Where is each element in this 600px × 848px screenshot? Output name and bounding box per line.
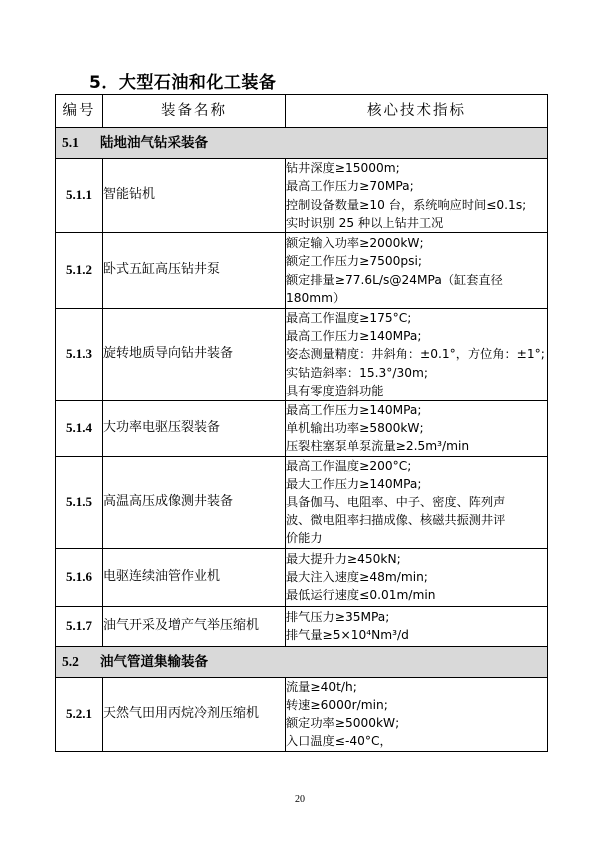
spec-line: 压裂柱塞泵单泵流量≥2.5m³/min — [286, 439, 470, 454]
spec-line: 价能力 — [286, 531, 323, 546]
table-row — [56, 677, 548, 751]
spec-line: 转速≥6000r/min; — [286, 697, 388, 712]
group-title: 陆地油气钻采装备 — [100, 134, 208, 151]
spec-line: 额定输入功率≥2000kW; — [286, 236, 424, 251]
group-header-row — [56, 128, 548, 159]
table-row — [56, 159, 548, 233]
equipment-id: 5.1.4 — [56, 401, 103, 457]
spec-list — [286, 309, 548, 401]
group-number: 5.2 — [62, 653, 79, 669]
spec-line: 入口温度≤-40°C， — [286, 734, 392, 749]
spec-line: 额定排量≥77.6L/s@24MPa（缸套直径 — [286, 272, 503, 287]
spec-line: 最高工作压力≥140MPa; — [286, 329, 422, 344]
spec-line: 流量≥40t/h; — [286, 679, 357, 694]
spec-line: 单机输出功率≥5800kW; — [286, 421, 424, 436]
equipment-id: 5.2.1 — [56, 677, 103, 751]
spec-line: 额定功率≥5000kW; — [286, 716, 400, 731]
equipment-id: 5.1.2 — [56, 233, 103, 309]
spec-line: 具有零度造斜功能 — [286, 383, 384, 398]
spec-line: 排气量≥5×10⁴Nm³/d — [286, 628, 409, 643]
spec-list — [286, 401, 548, 457]
spec-line: 最大注入速度≥48m/min; — [286, 570, 428, 585]
spec-line: 钻井深度≥15000m; — [286, 161, 400, 176]
group-header-row — [56, 646, 548, 677]
spec-line: 实钻造斜率：15.3°/30m; — [286, 365, 428, 380]
table-row — [56, 606, 548, 646]
table-row — [56, 401, 548, 457]
spec-line: 180mm） — [286, 290, 346, 305]
spec-line: 最大工作压力≥140MPa; — [286, 476, 422, 491]
spec-line: 具备伽马、电阻率、中子、密度、阵列声 — [286, 495, 506, 510]
table-row — [56, 233, 548, 309]
equipment-name: 大功率电驱压裂装备 — [103, 401, 286, 457]
group-number: 5.1 — [62, 134, 79, 150]
header-id: 编号 — [56, 95, 103, 128]
equipment-name: 油气开采及增产气举压缩机 — [103, 606, 286, 646]
equipment-name: 高温高压成像测井装备 — [103, 456, 286, 548]
equipment-name: 天然气田用丙烷冷剂压缩机 — [103, 677, 286, 751]
spec-line: 最高工作温度≥200°C; — [286, 458, 412, 473]
spec-line: 排气压力≥35MPa; — [286, 609, 390, 624]
spec-line: 最低运行速度≤0.01m/min — [286, 588, 436, 603]
spec-line: 控制设备数量≥10 台，系统响应时间≤0.1s; — [286, 197, 527, 212]
spec-line: 波、微电阻率扫描成像、核磁共振测井评 — [286, 513, 506, 528]
spec-line: 额定工作压力≥7500psi; — [286, 254, 422, 269]
equipment-id: 5.1.6 — [56, 548, 103, 606]
equipment-table — [55, 94, 548, 752]
table-row — [56, 548, 548, 606]
table-row — [56, 456, 548, 548]
group-header — [56, 646, 548, 677]
spec-line: 最高工作压力≥140MPa; — [286, 403, 422, 418]
spec-list — [286, 159, 548, 233]
equipment-name: 电驱连续油管作业机 — [103, 548, 286, 606]
group-header — [56, 128, 548, 159]
spec-list — [286, 677, 548, 751]
spec-line: 最高工作温度≥175°C; — [286, 311, 412, 325]
equipment-id: 5.1.5 — [56, 456, 103, 548]
equipment-name: 旋转地质导向钻井装备 — [103, 309, 286, 401]
spec-line: 姿态测量精度：井斜角：±0.1°，方位角：±1°; — [286, 347, 545, 362]
spec-list — [286, 548, 548, 606]
equipment-name: 卧式五缸高压钻井泵 — [103, 233, 286, 309]
page-number: 20 — [295, 794, 305, 805]
spec-list — [286, 456, 548, 548]
equipment-id: 5.1.7 — [56, 606, 103, 646]
header-name: 装备名称 — [103, 95, 286, 128]
spec-list — [286, 233, 548, 309]
equipment-id: 5.1.1 — [56, 159, 103, 233]
spec-line: 实时识别 25 种以上钻井工况 — [286, 215, 444, 230]
spec-line: 最大提升力≥450kN; — [286, 551, 401, 566]
table-row — [56, 309, 548, 401]
spec-line: 最高工作压力≥70MPa; — [286, 179, 414, 194]
table-header-row — [56, 95, 548, 128]
equipment-name: 智能钻机 — [103, 159, 286, 233]
spec-list — [286, 606, 548, 646]
equipment-id: 5.1.3 — [56, 309, 103, 401]
section-title: 5．大型石油和化工装备 — [89, 73, 277, 93]
header-specs: 核心技术指标 — [286, 95, 548, 128]
group-title: 油气管道集输装备 — [100, 653, 208, 670]
